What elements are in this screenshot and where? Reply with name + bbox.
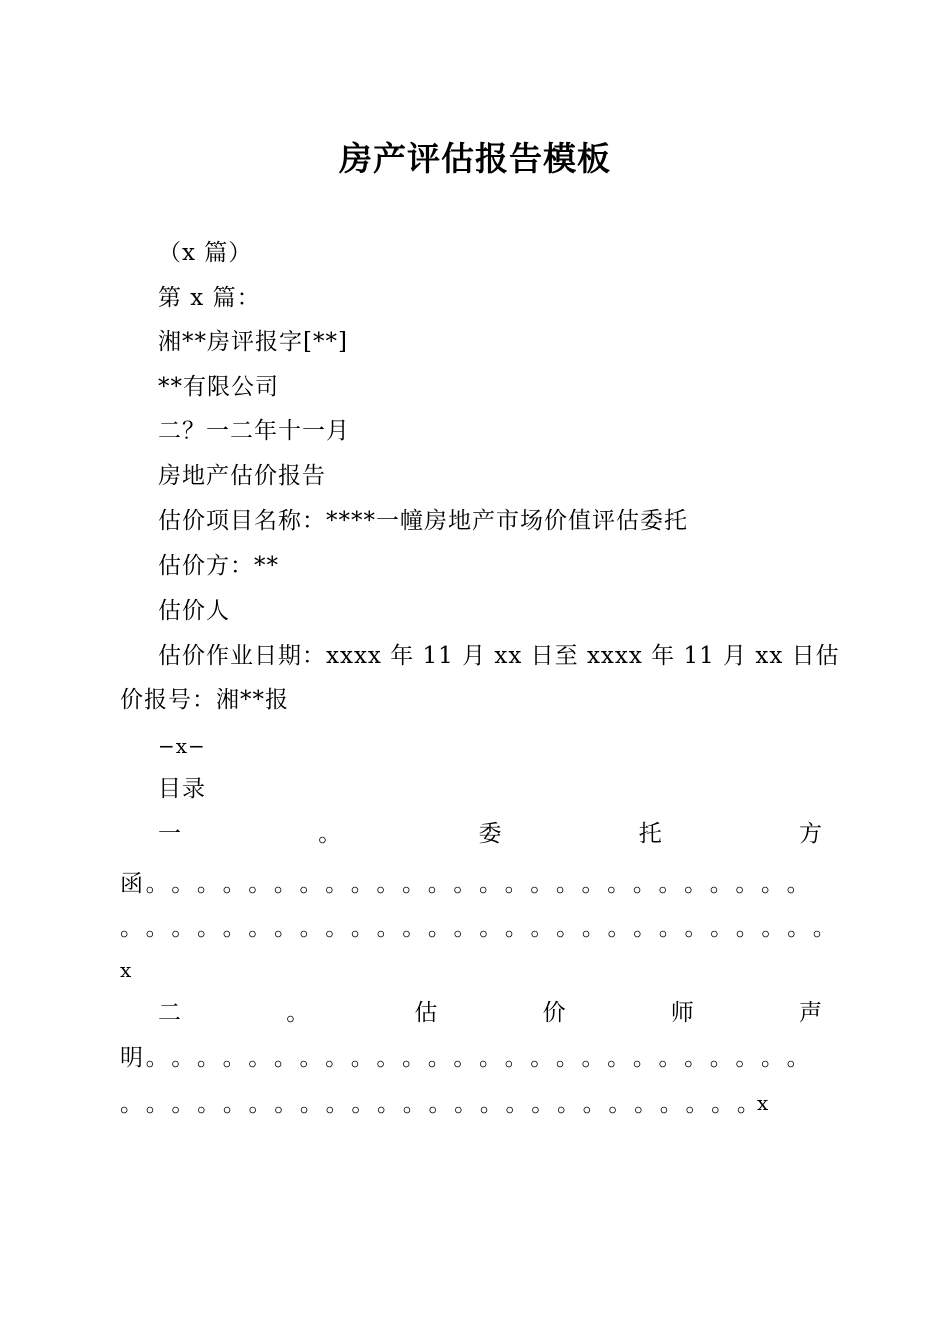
leader-dot: 。	[196, 1045, 220, 1071]
leader-dot: 。	[709, 871, 733, 897]
leader-dot: 。	[504, 1045, 528, 1071]
leader-dot: 。	[402, 1045, 426, 1071]
toc-entry-2-leader-1	[120, 1043, 810, 1073]
leader-dot: 。	[632, 871, 656, 897]
leader-dot: 。	[787, 915, 811, 941]
leader-dot: 。	[607, 1045, 631, 1071]
leader-dot: 。	[196, 915, 220, 941]
leader-dot: 。	[376, 1045, 400, 1071]
leader-dot: 。	[633, 915, 657, 941]
leader-dot: 。	[711, 1091, 735, 1117]
toc-entry-2-char-2: 价	[542, 1000, 566, 1026]
leader-dot: 。	[454, 1091, 478, 1117]
toc-entry-1-char-3: 方	[799, 821, 822, 847]
leader-dot: 。	[248, 1091, 272, 1117]
leader-dot: 。	[658, 915, 682, 941]
toc-entry-1-number: 一	[158, 821, 181, 847]
leader-dot: 。	[222, 915, 246, 941]
leader-dot: 。	[120, 915, 143, 941]
chapter-label: 第 x 篇：	[158, 285, 261, 311]
project-name: 估价项目名称：****一幢房地产市场价值评估委托	[158, 508, 688, 534]
leader-dot: 。	[530, 1045, 554, 1071]
toc-entry-1-char-2: 托	[638, 821, 662, 847]
leader-dot: 。	[479, 915, 503, 941]
page-number-mark: −x−	[158, 734, 206, 758]
toc-entry-1-char-1: 委	[478, 821, 502, 847]
chapter-count: （x 篇）	[158, 240, 253, 266]
leader-dot: 。	[350, 915, 374, 941]
leader-dot: 。	[171, 915, 195, 941]
leader-dot: 。	[658, 871, 682, 897]
leader-dot: 。	[556, 915, 580, 941]
leader-dot: 。	[735, 1045, 759, 1071]
toc-entry-2-heading	[158, 998, 822, 1028]
page-title: 房产评估报告模板	[339, 139, 611, 178]
report-title: 房地产估价报告	[158, 463, 326, 489]
leader-dot: 。	[145, 871, 169, 897]
company-name: **有限公司	[158, 374, 279, 400]
leader-dot: 。	[248, 915, 272, 941]
leader-dot: 。	[530, 871, 554, 897]
leader-dot: 。	[607, 871, 631, 897]
leader-dot: 。	[325, 915, 349, 941]
leader-dot: 。	[299, 1045, 323, 1071]
leader-dot: 。	[581, 915, 605, 941]
leader-dot: 。	[197, 1091, 221, 1117]
toc-entry-2-char-3: 师	[670, 1000, 694, 1026]
leader-dot: 。	[248, 1045, 272, 1071]
leader-dot: 。	[608, 1091, 632, 1117]
leader-dot: 。	[531, 1091, 555, 1117]
leader-dot: 。	[171, 1045, 195, 1071]
leader-dot: 。	[658, 1045, 682, 1071]
leader-dot: 。	[736, 1091, 760, 1117]
work-date-line-1: 估价作业日期：xxxx 年 11 月 xx 日至 xxxx 年 11 月 xx 日估	[158, 643, 840, 669]
leader-dot: 。	[377, 1091, 401, 1117]
leader-dot: 。	[299, 1091, 323, 1117]
leader-dot: 。	[273, 871, 297, 897]
leader-dot: 。	[325, 871, 349, 897]
leader-dot: 。	[479, 1091, 503, 1117]
valuer-party: 估价方：**	[158, 553, 279, 579]
leader-dot: 。	[685, 1091, 709, 1117]
leader-dot: 。	[273, 915, 297, 941]
leader-dot: 。	[786, 871, 810, 897]
leader-dot: 。	[196, 871, 220, 897]
leader-dot: 。	[735, 915, 759, 941]
toc-entry-1-heading	[158, 819, 822, 849]
leader-dot: 。	[634, 1091, 658, 1117]
leader-dot: 。	[120, 1091, 143, 1117]
leader-dot: 。	[478, 1045, 502, 1071]
leader-dot: 。	[812, 915, 836, 941]
leader-dot: 。	[504, 915, 528, 941]
leader-dot: 。	[555, 871, 579, 897]
leader-dot: 。	[709, 1045, 733, 1071]
toc-entry-1-tail: 函	[120, 871, 143, 897]
leader-dot: 。	[632, 1045, 656, 1071]
leader-dot: 。	[299, 915, 323, 941]
leader-dot: 。	[607, 915, 631, 941]
valuer-person: 估价人	[158, 598, 230, 624]
leader-dot: 。	[555, 1045, 579, 1071]
toc-entry-2-page: x	[757, 1091, 769, 1115]
leader-dot: 。	[505, 1091, 529, 1117]
leader-dot: 。	[427, 871, 451, 897]
leader-dot: 。	[171, 871, 195, 897]
leader-dot: 。	[350, 1045, 374, 1071]
reference-number: 湘**房评报字[**]	[158, 329, 348, 355]
leader-dot: 。	[427, 915, 451, 941]
leader-dot: 。	[556, 1091, 580, 1117]
leader-dot: 。	[710, 915, 734, 941]
leader-dot: 。	[735, 871, 759, 897]
leader-dot: 。	[325, 1045, 349, 1071]
toc-entry-1-leader-2	[120, 913, 836, 943]
toc-entry-2-sep: 。	[286, 1000, 310, 1026]
toc-heading: 目录	[158, 776, 206, 802]
leader-dot: 。	[581, 1045, 605, 1071]
leader-dot: 。	[659, 1091, 683, 1117]
leader-dot: 。	[376, 915, 400, 941]
leader-dot: 。	[145, 1045, 169, 1071]
leader-dot: 。	[273, 1045, 297, 1071]
toc-entry-2-char-4: 声	[798, 1000, 822, 1026]
toc-entry-2-char-1: 估	[414, 1000, 438, 1026]
leader-dot: 。	[402, 915, 426, 941]
leader-dot: 。	[376, 871, 400, 897]
report-date: 二？一二年十一月	[158, 418, 350, 444]
leader-dot: 。	[222, 1045, 246, 1071]
leader-dot: 。	[761, 871, 785, 897]
leader-dot: 。	[325, 1091, 349, 1117]
toc-entry-1-leader-1	[120, 869, 810, 899]
leader-dot: 。	[684, 1045, 708, 1071]
leader-dot: 。	[786, 1045, 810, 1071]
toc-entry-1-sep: 。	[318, 821, 342, 847]
leader-dot: 。	[581, 871, 605, 897]
leader-dot: 。	[504, 871, 528, 897]
toc-entry-2-number: 二	[158, 1000, 181, 1026]
leader-dot: 。	[453, 871, 477, 897]
leader-dot: 。	[428, 1091, 452, 1117]
leader-dot: 。	[478, 871, 502, 897]
leader-dot: 。	[684, 915, 708, 941]
leader-dot: 。	[299, 871, 323, 897]
leader-dot: 。	[530, 915, 554, 941]
leader-dot: 。	[350, 871, 374, 897]
leader-dot: 。	[351, 1091, 375, 1117]
leader-dot: 。	[402, 1091, 426, 1117]
leader-dot: 。	[582, 1091, 606, 1117]
work-date-line-2: 价报号：湘**报	[120, 687, 289, 713]
leader-dot: 。	[453, 915, 477, 941]
leader-dot: 。	[453, 1045, 477, 1071]
leader-dot: 。	[427, 1045, 451, 1071]
leader-dot: 。	[761, 915, 785, 941]
toc-entry-2-leader-2	[120, 1089, 760, 1119]
leader-dot: 。	[274, 1091, 298, 1117]
leader-dot: 。	[145, 915, 169, 941]
leader-dot: 。	[222, 871, 246, 897]
leader-dot: 。	[248, 871, 272, 897]
toc-entry-2-tail: 明	[120, 1045, 143, 1071]
leader-dot: 。	[402, 871, 426, 897]
leader-dot: 。	[145, 1091, 169, 1117]
leader-dot: 。	[684, 871, 708, 897]
leader-dot: 。	[761, 1045, 785, 1071]
leader-dot: 。	[171, 1091, 195, 1117]
toc-entry-1-page: x	[120, 958, 132, 982]
leader-dot: 。	[222, 1091, 246, 1117]
